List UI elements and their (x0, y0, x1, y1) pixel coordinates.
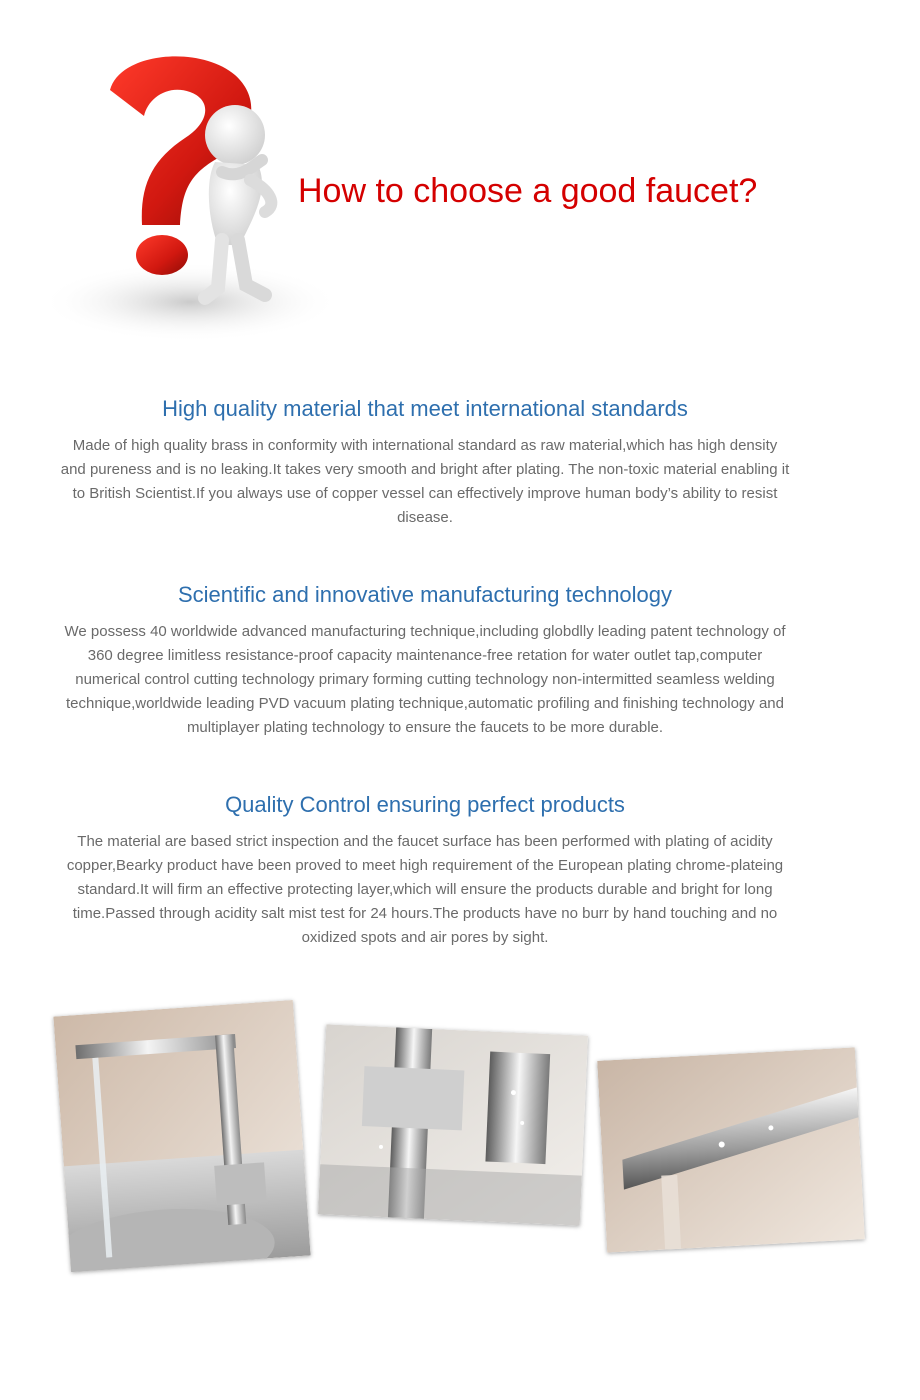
faucet-running-water-photo (53, 1000, 310, 1272)
section-body: We possess 40 worldwide advanced manufacturing technique,including globdlly leading patent technology of 360 degree limitless resistance-proof capacity maintenance-free retation for water outlet tap,computer numerical control cutting technology primary forming cutting technology non-intermitted seamless welding technique,worldwide leading PVD vacuum plating technique,automatic profiling and finishing technology and multiplayer plating technology to ensure the faucets to be more durable. (64, 623, 786, 736)
faucet-spout-closeup-photo (597, 1047, 865, 1252)
section-heading: Quality Control ensuring perfect products (225, 792, 625, 817)
section-body: Made of high quality brass in conformity with international standard as raw material,which has high density and pureness and is no leaking.It takes very smooth and bright after plating. The non-toxic material enabling it to British Scientist.If you always use of copper vessel can effectively improve human body’s ability to resist disease. (60, 437, 790, 526)
section-heading: Scientific and innovative manufacturing technology (177, 582, 673, 607)
section-body: The material are based strict inspection and the faucet surface has been performed with plating of acidity copper,Bearky product have been proved to meet high requirement of the European plating chrome-plateing standard.It will firm an effective protecting layer,which will ensure the products durable and bright for long time.Passed through acidity salt mist test for 24 hours.The products have no burr by hand touching and no oxidized spots and air pores by sight. (66, 833, 784, 946)
faucet-handle-closeup-photo (318, 1024, 588, 1225)
section-heading: High quality material that meet international standards (162, 396, 688, 421)
page-title: How to choose a good faucet? (298, 172, 758, 210)
section-quality-control (60, 792, 790, 950)
section-technology (60, 582, 790, 740)
hero-banner (0, 0, 920, 350)
section-material (60, 396, 790, 530)
